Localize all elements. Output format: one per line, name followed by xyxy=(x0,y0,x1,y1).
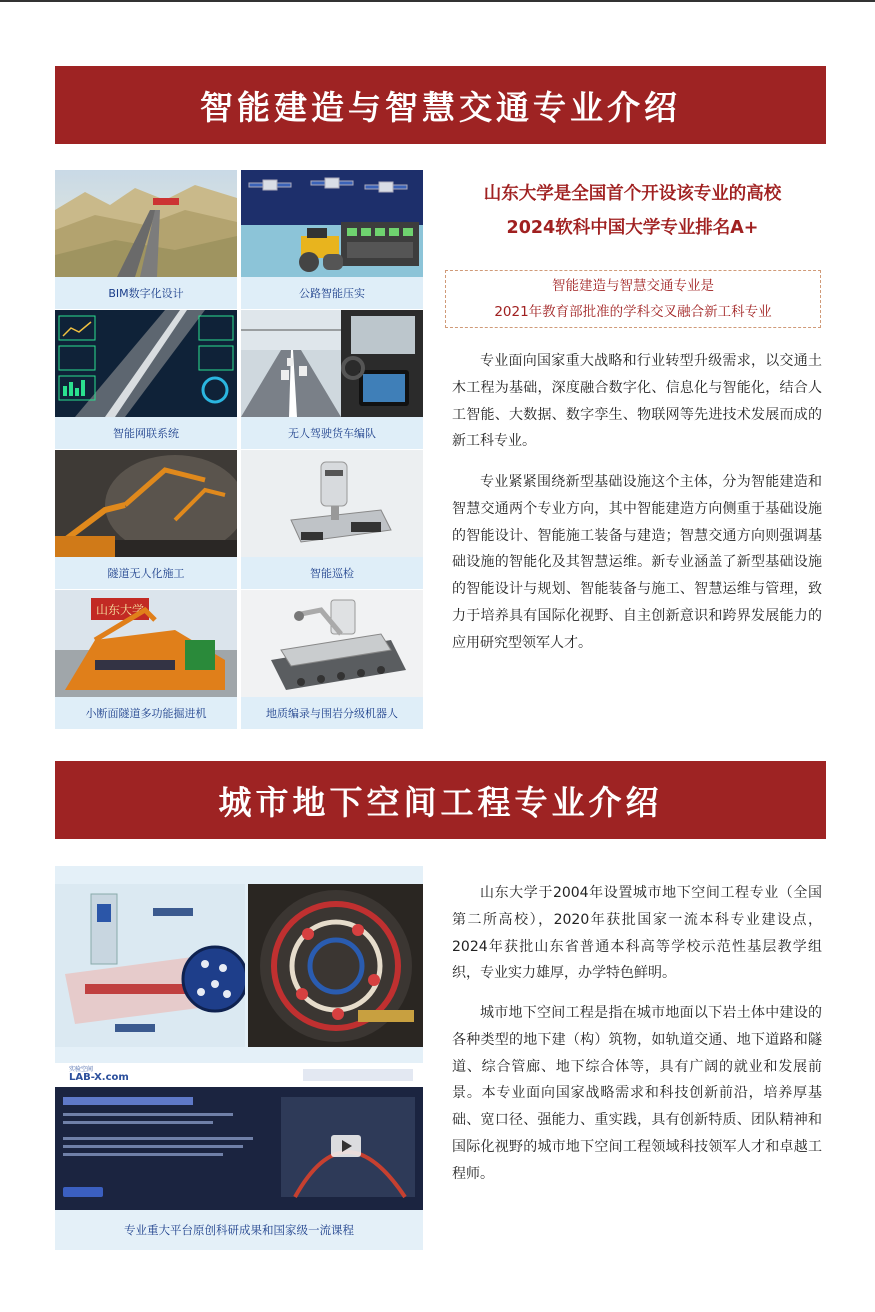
approval-note-line2: 2021年教育部批准的学科交叉融合新工科专业 xyxy=(494,304,772,320)
approval-note-line1: 智能建造与智慧交通专业是 xyxy=(552,278,714,294)
connected-system-image xyxy=(55,310,237,417)
road-compaction-image xyxy=(241,170,423,277)
section2-paragraph1: 山东大学于2004年设置城市地下空间工程专业（全国第二所高校），2020年获批国家一流本科专业建设点，2024年获批山东省普通本科高等学校示范性基层教学组织，专业实力雄厚，办学特色鲜明。 xyxy=(452,885,822,982)
tile-road-compaction xyxy=(241,170,423,309)
tunnel-construction-image xyxy=(55,450,237,557)
section2-caption: 专业重大平台原创科研成果和国家级一流课程 xyxy=(124,1223,354,1237)
headline-first-university: 山东大学是全国首个开设该专业的高校 xyxy=(483,184,782,204)
smart-inspection-image xyxy=(241,450,423,557)
tunneling-machine-image xyxy=(55,590,237,697)
course-website-logo: LAB-X.com xyxy=(69,1072,129,1083)
section2-image-panel xyxy=(55,866,423,1250)
tile-smart-inspection xyxy=(241,450,423,589)
cutterhead-image xyxy=(248,884,423,1047)
section2-title: 城市地下空间工程专业介绍 xyxy=(218,782,663,822)
tile-geological-robot xyxy=(241,590,423,729)
course-website-image xyxy=(55,1063,423,1210)
headline-ranking: 2024软科中国大学专业排名A+ xyxy=(506,218,759,238)
section2-paragraph2: 城市地下空间工程是指在城市地面以下岩土体中建设的各种类型的地下建（构）筑物，如轨道交通、地下道路和隧道、综合管廊、地下综合体等，具有广阔的就业和发展前景。本专业面向国家战略需求和科技创新前沿，培养厚基础、宽口径、强能力、重实践，具有创新特质、团队精神和国际化视野的城市地下空间工程领域科技领军人才和卓越工程师。 xyxy=(452,1005,822,1182)
caption-tunnel-construction: 隧道无人化施工 xyxy=(107,567,185,580)
course-website-header xyxy=(55,1063,423,1087)
driverless-trucks-image xyxy=(241,310,423,417)
section1-title-banner xyxy=(55,66,826,144)
caption-bim-design: BIM数字化设计 xyxy=(108,287,184,300)
caption-smart-inspection: 智能巡检 xyxy=(310,567,354,580)
caption-driverless-trucks: 无人驾驶货车编队 xyxy=(288,427,376,440)
course-website-nav xyxy=(303,1069,413,1081)
tile-driverless-trucks xyxy=(241,310,423,449)
section1-title: 智能建造与智慧交通专业介绍 xyxy=(200,87,681,127)
section1-paragraph1: 专业面向国家重大战略和行业转型升级需求，以交通土木工程为基础，深度融合数字化、信息化与智能化，结合人工智能、大数据、数字孪生、物联网等先进技术发展而成的新工科专业。 xyxy=(452,353,822,450)
tbm-diagram-image xyxy=(55,884,245,1047)
approval-note-box xyxy=(445,270,821,328)
tile-tunnel-construction xyxy=(55,450,237,589)
top-border-line xyxy=(0,0,875,2)
section2-title-banner xyxy=(55,761,826,839)
tile-connected-system xyxy=(55,310,237,449)
caption-geological-robot: 地质编录与围岩分级机器人 xyxy=(266,707,398,720)
tile-tunneling-machine xyxy=(55,590,237,729)
caption-connected-system: 智能网联系统 xyxy=(113,427,179,440)
bim-design-image xyxy=(55,170,237,277)
sign-text: 山东大学 xyxy=(95,603,145,617)
section1-image-grid xyxy=(55,170,423,726)
tile-bim-design xyxy=(55,170,237,309)
caption-tunneling-machine: 小断面隧道多功能掘进机 xyxy=(85,707,207,720)
caption-road-compaction: 公路智能压实 xyxy=(299,287,365,300)
geological-robot-image xyxy=(241,590,423,697)
section1-paragraph2: 专业紧紧围绕新型基础设施这个主体，分为智能建造和智慧交通两个专业方向，其中智能建造方向侧重于基础设施的智能设计、智能施工装备与建造；智慧交通方向则强调基础设施的智能化及其智慧运维。新专业涵盖了新型基础设施的智能设计与规划、智能装备与施工、智慧运维与管理，致力于培养具有国际化视野、自主创新意识和跨界发展能力的应用研究型领军人才。 xyxy=(452,474,822,651)
course-website-logo-small: 实验空间 xyxy=(69,1066,94,1073)
